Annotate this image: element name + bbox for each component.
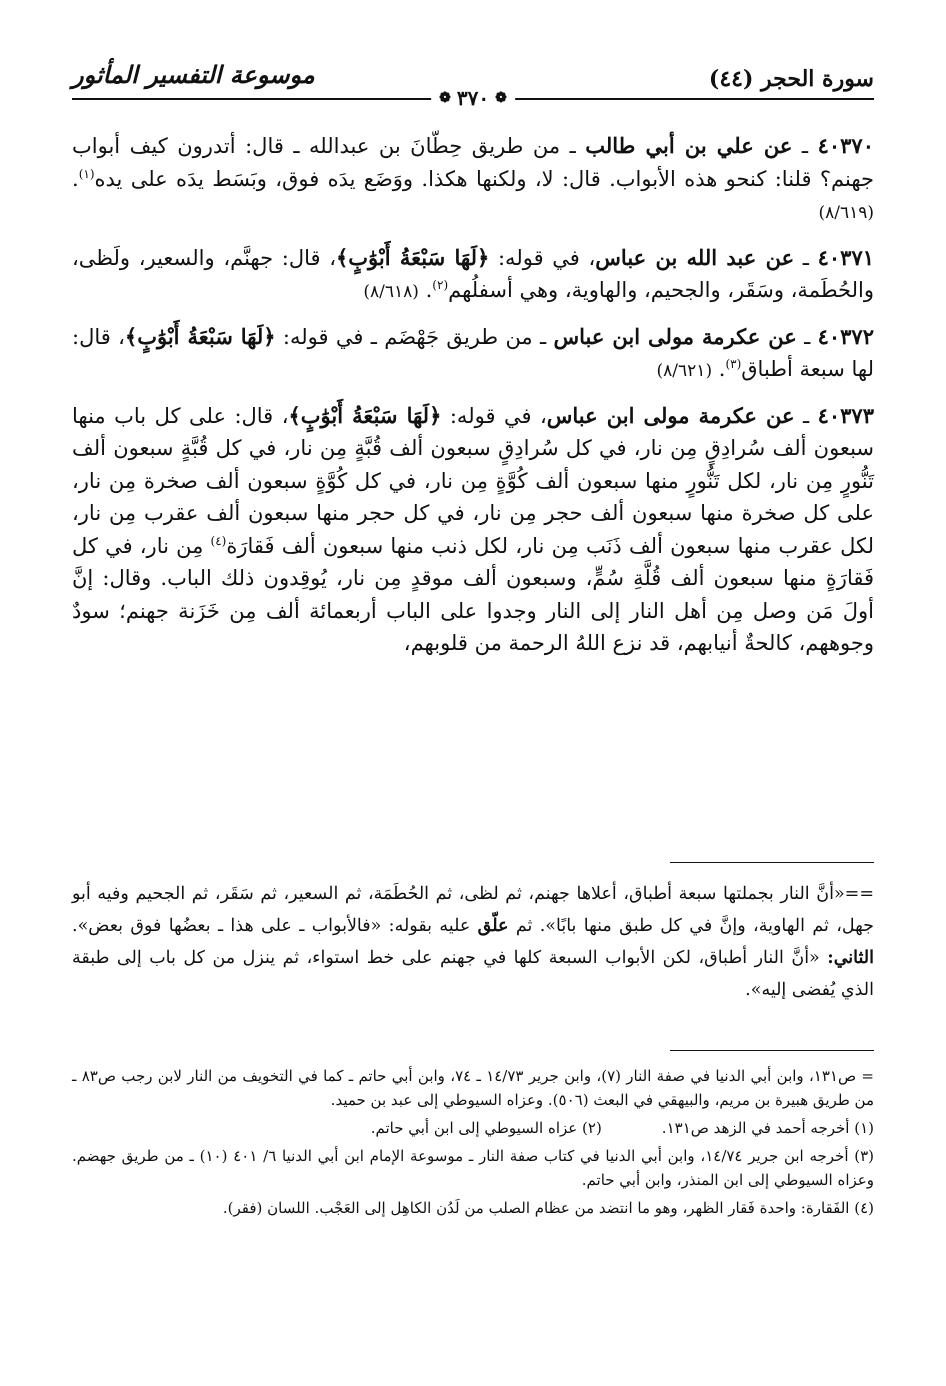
commentary-bold: الثاني: [827,948,874,968]
ornament-icon: ❁ [495,90,507,106]
quran-verse: ﴿لَهَا سَبْعَةُ أَبْوَٰبٍ﴾ [124,323,276,349]
footnote-continued: = ص١٣١، وابن أبي الدنيا في صفة النار (٧)، وابن جرير ١٤/٧٣ ـ ٧٤، وابن أبي حاتم ـ كما في التخويف من النار لابن رجب ص٨٣ ـ من طريق هبيرة بن مريم، والبيهقي في البعث (٥٠٦). وعزاه السيوطي إلى عبد بن حميد. [72,1067,874,1109]
footnote-ref: (٣) [725,357,742,371]
footnote-4: (٤) الفَقارة: واحدة فَقار الظهر، وهو ما انتضد من عظام الصلب من لَدُن الكاهِل إلى العَجْب. اللسان (فقر). [222,1199,874,1217]
footnote-1: (١) أخرجه أحمد في الزهد ص١٣١. [661,1119,874,1137]
narration-number: ٤٠٣٧٢ [817,323,874,349]
main-text [72,130,874,672]
commentary-bold: علّق [477,916,509,936]
narration-body: ، قال: جهنَّم، والسعير، ولَظى، والحُطَمة، وسَقَر، والجحيم، والهاوية، وهي أسفلُهم [72,245,874,302]
footnote-ref: (١) [78,166,95,181]
footnote-3: (٣) أخرجه ابن جرير ١٤/٧٤، وابن أبي الدنيا في كتاب صفة النار ـ موسوعة الإمام ابن أبي الدنيا ٦/ ٤٠١ (١٠) ـ من طريق جهضم. وعزاه السيوطي إلى ابن المنذر، وابن أبي حاتم. [72,1147,874,1189]
source-ref: (٨/٦١٨) [363,282,419,302]
narrator: عن عبد الله بن عباس [595,244,795,270]
narrator: عن عكرمة مولى ابن عباس [546,402,795,428]
narration-body: ، قال: على كل باب منها سبعون ألف سُرادِقٍ مِن نار، في كل سُرادِقٍ سبعون ألف قُبَّةٍ مِن نار، في كل قُبَّةٍ سبعون ألف تَنُّورٍ مِن نار، لكل تَنُّورٍ منها سبعون ألف كُوَّةٍ مِن نار، في كل كُوَّةٍ سبعون ألف صخرة مِن نار، على كل صخرة منها سبعون ألف حجر مِن نار، في كل حجر منها سبعون ألف عقرب مِن نار، لكل عقرب منها سبعون ألف ذَنَب مِن نار، لكل ذنب منها سبعون ألف فَقارَة [72,403,874,558]
page-number-box [431,86,515,110]
narration-40371: ٤٠٣٧١ ـ عن عبد الله بن عباس، في قوله: ﴿لَهَا سَبْعَةُ أَبْوَٰبٍ﴾، قال: جهنَّم، والسعير، ولَظى، والحُطَمة، وسَقَر، والجحيم، والهاوية، وهي أسفلُهم$^{(٢)}$. (٨/٦١٨) [72,244,875,302]
commentary-text: «أنَّ النار أطباق، لكن الأبواب السبعة كلها في جهنم على خط استواء، ثم ينزل من كل باب إلى طبقة الذي يُفضى إليه». [72,948,874,1000]
narration-40373: ٤٠٣٧٣ ـ عن عكرمة مولى ابن عباس، في قوله: ﴿لَهَا سَبْعَةُ أَبْوَٰبٍ﴾، قال: على كل باب منها سبعون ألف سُرادِقٍ مِن نار، في كل سُرادِقٍ سبعون ألف قُبَّةٍ مِن نار، في كل قُبَّةٍ سبعون ألف تَنُّورٍ مِن نار، لكل تَنُّورٍ منها سبعون ألف كُوَّةٍ مِن نار، في كل كُوَّةٍ سبعون ألف صخرة مِن نار، على كل صخرة منها سبعون ألف حجر مِن نار، في كل حجر منها سبعون ألف عقرب مِن نار، لكل عقرب منها سبعون ألف ذَنَب مِن نار، لكل ذنب منها سبعون ألف فَقارَة$^{(٤)}$ مِن نار، في كل فَقارَةٍ منها سبعون ألف قُلَّةِ سُمٍّ، وسبعون ألف موقدٍ مِن نار، يُوقِدون ذلك الباب. وقال: إنَّ أولَ مَن وصل مِن أهل النار إلى النار وجدوا على الباب أربعمائة ألف مِن خَزَنة جهنم؛ سودٌ وجوههم، كالحةٌ أنيابهم، قد نزع اللهُ الرحمة من قلوبهم، [72,402,874,655]
commentary-continuation [72,878,874,1006]
narration-number: ٤٠٣٧٠ [817,133,874,158]
source-ref: (٨/٦٢١) [656,361,713,381]
footnote-2: (٢) عزاه السيوطي إلى ابن أبي حاتم. [370,1119,602,1137]
commentary-text: عليه بقوله: «فالأبواب ـ على هذا ـ بعضُها فوق بعض». [72,916,478,936]
quran-verse: ﴿لَهَا سَبْعَةُ أَبْوَٰبٍ﴾ [288,402,442,428]
surah-title: سورة الحجر (٤٤) [708,66,874,92]
narrator: عن عكرمة مولى ابن عباس [553,323,797,349]
continuation-mark: == [844,884,874,904]
footnote-ref: (٤) [210,533,227,548]
narration-number: ٤٠٣٧٣ [817,402,874,428]
footnote-ref: (٢) [432,278,449,292]
narration-body-cont: مِن نار، في كل فَقارَةٍ منها سبعون ألف قُلَّةِ سُمٍّ، وسبعون ألف موقدٍ مِن نار، يُوقِدون ذلك الباب. وقال: إنَّ أولَ مَن وصل مِن أهل النار إلى النار وجدوا على الباب أربعمائة ألف مِن خَزَنة جهنم؛ سودٌ وجوههم، كالحةٌ أنيابهم، قد نزع اللهُ الرحمة من قلوبهم، [72,533,874,655]
narration-number: ٤٠٣٧١ [817,244,875,270]
source-ref: (٨/٦١٩) [818,203,874,223]
footnote-rule [670,862,874,863]
encyclopedia-title: موسوعة التفسير المأثور [72,60,315,89]
narration-pre: ، في قوله: [441,403,547,428]
narration-body: ، قال: لها سبعة أطباق [72,324,874,381]
quran-verse: ﴿لَهَا سَبْعَةُ أَبْوَٰبٍ﴾ [335,244,490,270]
narration-pre: ـ من طريق جَهْضَم ـ في قوله: [275,324,554,349]
narration-pre: ، في قوله: [489,245,596,270]
footnote-rule [670,1050,874,1051]
narration-40372: ٤٠٣٧٢ ـ عن عكرمة مولى ابن عباس ـ من طريق جَهْضَم ـ في قوله: ﴿لَهَا سَبْعَةُ أَبْوَٰبٍ﴾، قال: لها سبعة أطباق$^{(٣)}$. (٨/٦٢١) [72,323,874,381]
narration-body: ـ من طريق حِطّانَ بن عبدالله ـ قال: أتدرون كيف أبواب جهنم؟ قلنا: كنحو هذه الأبواب. قال: لا، ولكنها هكذا. ووَضَع يدَه فوق، وبَسَط يدَه على يده [72,134,874,191]
ornament-icon: ❁ [439,90,451,106]
narration-40370: ٤٠٣٧٠ ـ عن علي بن أبي طالب ـ من طريق حِطّانَ بن عبدالله ـ قال: أتدرون كيف أبواب جهنم؟ قلنا: كنحو هذه الأبواب. قال: لا، ولكنها هكذا. ووَضَع يدَه فوق، وبَسَط يدَه على يده$^{(١)}$. (٨/٦١٩) [72,133,874,223]
footnote-row [72,1116,874,1140]
commentary-text: «أنَّ النار بجملتها سبعة أطباق، أعلاها جهنم، ثم لظى، ثم الحُطَمَة، ثم السعير، ثم سَقَر، ثم الجحيم وفيه أبو جهل، ثم الهاوية، وإنَّ في كل طبق منها بابًا». ثم [72,884,874,936]
page-header [72,56,874,110]
footnotes [72,1064,874,1220]
page-number: ٣٧٠ [456,86,490,110]
narrator: عن علي بن أبي طالب [585,133,793,158]
